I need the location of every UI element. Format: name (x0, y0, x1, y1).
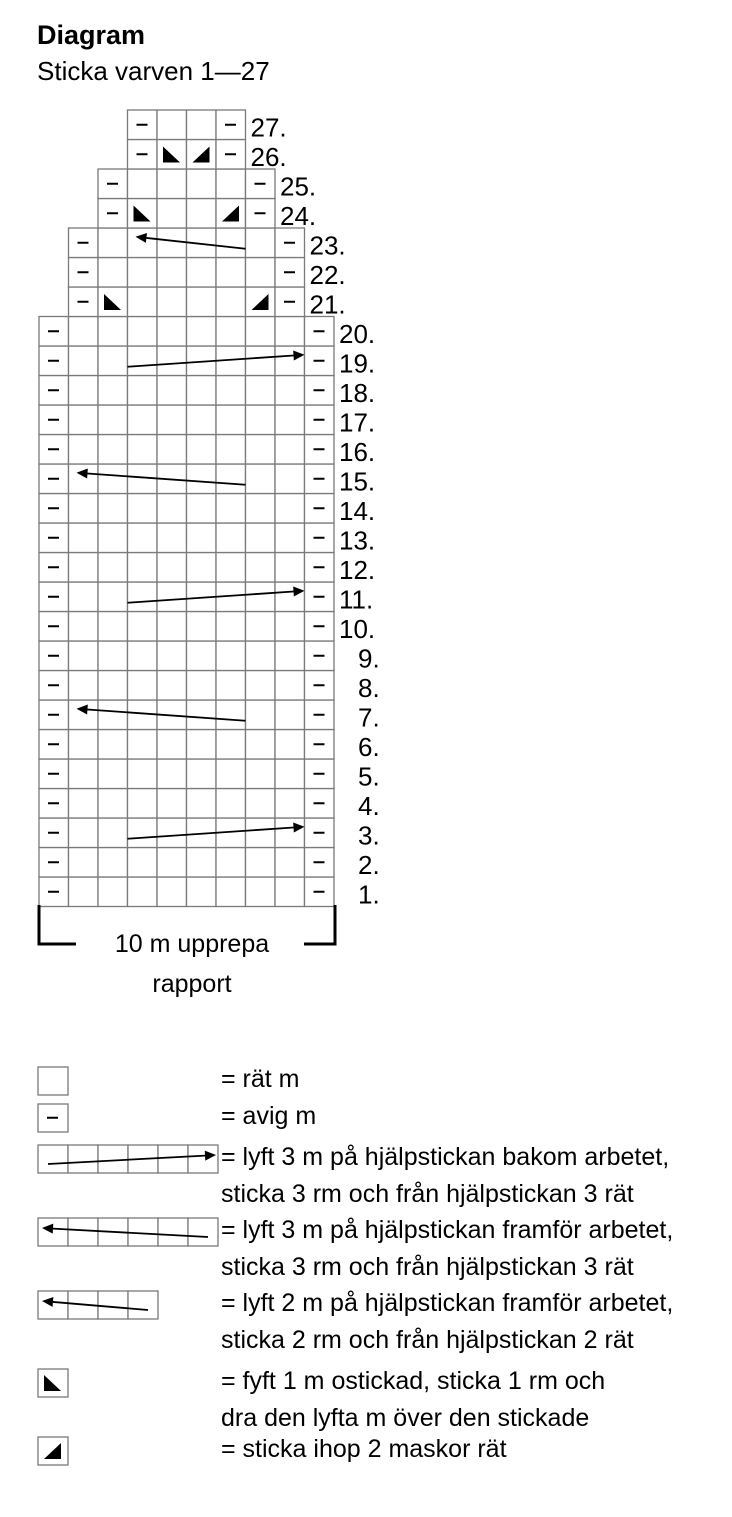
chart-cell (157, 818, 187, 848)
chart-cell (128, 582, 158, 612)
chart-cell (275, 700, 305, 730)
chart-cell (128, 376, 158, 406)
chart-cell (246, 789, 276, 819)
chart-cell (69, 848, 99, 878)
chart-cell (69, 730, 99, 760)
chart-grid (39, 110, 380, 910)
chart-cell (98, 346, 128, 376)
row-label: 9. (358, 643, 380, 674)
chart-cell (275, 346, 305, 376)
chart-cell (187, 700, 217, 730)
chart-cell (128, 258, 158, 288)
chart-cell (157, 405, 187, 435)
row-label: 25. (280, 171, 317, 202)
chart-cell (246, 818, 276, 848)
chart-cell (98, 612, 128, 642)
row-label: 8. (358, 673, 380, 703)
repeat-caption-line2: rapport (152, 970, 232, 998)
chart-cell (128, 612, 158, 642)
chart-cell (246, 464, 276, 494)
chart-cell (128, 818, 158, 848)
row-label: 2. (358, 850, 380, 880)
chart-cell (275, 376, 305, 406)
chart-cell (98, 494, 128, 524)
chart-cell (246, 317, 276, 347)
chart-cell (246, 848, 276, 878)
chart-cell (187, 464, 217, 494)
chart-cell (216, 435, 246, 465)
chart-cell (275, 818, 305, 848)
chart-cell (157, 582, 187, 612)
chart-cell (157, 523, 187, 553)
legend-text-purl: = avig m (221, 1102, 317, 1130)
chart-cell (128, 405, 158, 435)
chart-cell (98, 877, 128, 907)
row-label: 17. (339, 407, 376, 438)
chart-cell (128, 759, 158, 789)
chart-cell (275, 553, 305, 583)
chart-cell (187, 612, 217, 642)
chart-cell (69, 553, 99, 583)
legend-symbol-knit (38, 1067, 68, 1095)
diagram-subtitle: Sticka varven 1—27 (37, 56, 270, 86)
chart-cell (216, 612, 246, 642)
chart-cell (246, 641, 276, 671)
chart-cell (128, 199, 158, 229)
chart-cell (246, 346, 276, 376)
chart-cell (216, 317, 246, 347)
chart-cell (216, 494, 246, 524)
legend-text-cable-4-left-line2: sticka 2 rm och från hjälpstickan 2 rät (221, 1326, 634, 1354)
chart-cell (275, 405, 305, 435)
row-label: 10. (339, 614, 376, 644)
chart-cell (246, 730, 276, 760)
chart-cell (187, 877, 217, 907)
chart-cell (157, 759, 187, 789)
chart-cell (187, 730, 217, 760)
chart-cell (69, 700, 99, 730)
chart-cell (216, 376, 246, 406)
chart-cell (69, 435, 99, 465)
chart-cell (128, 494, 158, 524)
chart-cell (157, 169, 187, 199)
chart-cell (157, 258, 187, 288)
row-label: 14. (339, 496, 376, 526)
chart-cell (128, 848, 158, 878)
chart-cell (98, 759, 128, 789)
chart-cell (69, 346, 99, 376)
legend-symbol-cable-6-left (38, 1218, 218, 1246)
chart-cell (69, 405, 99, 435)
chart-cell (98, 287, 128, 317)
chart-cell (98, 553, 128, 583)
chart-cell (69, 789, 99, 819)
chart-cell (216, 258, 246, 288)
chart-cell (187, 671, 217, 701)
chart-cell (128, 317, 158, 347)
chart-cell (98, 376, 128, 406)
chart-cell (98, 228, 128, 258)
chart-cell (246, 258, 276, 288)
chart-cell (157, 848, 187, 878)
chart-cell (246, 494, 276, 524)
legend-symbol-cable-6-right (38, 1145, 218, 1173)
row-label: 1. (358, 879, 380, 910)
chart-cell (157, 376, 187, 406)
chart-cell (157, 110, 187, 140)
legend-text-cable-4-left: = lyft 2 m på hjälpstickan framför arbetet, (221, 1289, 674, 1317)
row-label: 19. (339, 348, 376, 379)
chart-cell (157, 435, 187, 465)
chart-cell (216, 199, 246, 229)
row-label: 6. (358, 732, 380, 762)
chart-cell (157, 346, 187, 376)
chart-cell (157, 671, 187, 701)
chart-cell (275, 523, 305, 553)
chart-cell (246, 671, 276, 701)
chart-cell (275, 730, 305, 760)
chart-cell (246, 582, 276, 612)
chart-cell (98, 641, 128, 671)
chart-cell (157, 494, 187, 524)
row-label: 18. (339, 378, 376, 408)
chart-cell (157, 553, 187, 583)
chart-cell (98, 523, 128, 553)
chart-cell (216, 759, 246, 789)
chart-cell (246, 612, 276, 642)
chart-cell (187, 376, 217, 406)
chart-cell (275, 435, 305, 465)
chart-cell (216, 789, 246, 819)
chart-cell (275, 759, 305, 789)
legend-text-cable-6-left: = lyft 3 m på hjälpstickan framför arbetet, (221, 1216, 674, 1244)
chart-cell (187, 199, 217, 229)
chart-cell (98, 435, 128, 465)
legend-symbol-cable-4-left (38, 1291, 158, 1319)
row-label: 24. (280, 201, 317, 231)
chart-cell (246, 376, 276, 406)
row-label: 23. (309, 230, 346, 261)
row-label: 3. (358, 820, 380, 851)
chart-cell (69, 877, 99, 907)
chart-cell (187, 553, 217, 583)
chart-cell (157, 612, 187, 642)
chart-cell (275, 789, 305, 819)
chart-cell (98, 582, 128, 612)
chart-cell (69, 494, 99, 524)
chart-cell (69, 818, 99, 848)
chart-cell (128, 671, 158, 701)
chart-cell (69, 376, 99, 406)
chart-cell (128, 641, 158, 671)
chart-cell (187, 848, 217, 878)
chart-cell (157, 789, 187, 819)
row-label: 22. (309, 260, 346, 290)
row-label: 26. (250, 142, 287, 172)
chart-cell (246, 228, 276, 258)
row-label: 15. (339, 466, 376, 497)
chart-cell (187, 789, 217, 819)
chart-cell (246, 877, 276, 907)
chart-cell (187, 523, 217, 553)
chart-cell (216, 848, 246, 878)
chart-cell (216, 877, 246, 907)
chart-cell (128, 523, 158, 553)
chart-cell (216, 671, 246, 701)
row-label: 4. (358, 791, 380, 821)
chart-cell (128, 877, 158, 907)
row-label: 7. (358, 702, 380, 733)
legend-text-skp-line2: dra den lyfta m över den stickade (221, 1404, 590, 1432)
row-label: 16. (339, 437, 376, 467)
chart-cell (275, 464, 305, 494)
chart-cell (98, 258, 128, 288)
chart-cell (216, 641, 246, 671)
chart-cell (128, 553, 158, 583)
legend-symbol-skp (38, 1369, 68, 1397)
chart-cell (216, 523, 246, 553)
chart-cell (98, 789, 128, 819)
chart-cell (128, 287, 158, 317)
chart-cell (98, 464, 128, 494)
chart-cell (69, 582, 99, 612)
chart-cell (275, 641, 305, 671)
chart-cell (98, 818, 128, 848)
chart-cell (187, 258, 217, 288)
chart-cell (275, 582, 305, 612)
chart-cell (216, 730, 246, 760)
legend-text-cable-6-right-line2: sticka 3 rm och från hjälpstickan 3 rät (221, 1180, 634, 1208)
chart-cell (128, 169, 158, 199)
chart-cell (246, 700, 276, 730)
chart-cell (246, 287, 276, 317)
chart-cell (187, 110, 217, 140)
chart-cell (216, 169, 246, 199)
chart-cell (216, 228, 246, 258)
chart-cell (216, 405, 246, 435)
row-label: 11. (339, 584, 374, 615)
chart-cell (187, 641, 217, 671)
chart-cell (128, 730, 158, 760)
chart-cell (246, 405, 276, 435)
chart-cell (187, 405, 217, 435)
chart-cell (216, 700, 246, 730)
chart-cell (157, 730, 187, 760)
chart-cell (69, 612, 99, 642)
chart-cell (187, 317, 217, 347)
chart-cell (187, 435, 217, 465)
chart-cell (69, 641, 99, 671)
chart-cell (69, 317, 99, 347)
chart-cell (157, 877, 187, 907)
chart-cell (98, 405, 128, 435)
chart-cell (69, 671, 99, 701)
chart-cell (246, 435, 276, 465)
chart-cell (128, 346, 158, 376)
chart-cell (98, 671, 128, 701)
chart-cell (157, 317, 187, 347)
legend-text-k2tog: = sticka ihop 2 maskor rät (221, 1435, 507, 1463)
row-label: 21. (309, 289, 346, 320)
row-label: 5. (358, 761, 380, 792)
chart-cell (157, 228, 187, 258)
repeat-caption-line1: 10 m upprepa (114, 930, 270, 958)
chart-cell (275, 494, 305, 524)
legend-text-skp: = fyft 1 m ostickad, sticka 1 rm och (221, 1367, 606, 1395)
legend-symbols (38, 1067, 218, 1465)
chart-cell (187, 169, 217, 199)
legend-symbol-k2tog (38, 1437, 68, 1465)
chart-cell (157, 140, 187, 170)
chart-cell (128, 435, 158, 465)
chart-cell (98, 700, 128, 730)
chart-cell (246, 523, 276, 553)
chart-cell (187, 140, 217, 170)
chart-cell (187, 287, 217, 317)
chart-cell (246, 553, 276, 583)
chart-cell (187, 494, 217, 524)
chart-cell (69, 464, 99, 494)
legend-text-cable-6-right: = lyft 3 m på hjälpstickan bakom arbetet, (221, 1143, 670, 1171)
row-label: 27. (250, 112, 287, 143)
chart-cell (157, 199, 187, 229)
legend-symbol-purl (38, 1104, 68, 1132)
chart-cell (128, 228, 158, 258)
row-label: 12. (339, 555, 376, 585)
chart-cell (187, 759, 217, 789)
row-label: 20. (339, 319, 376, 349)
chart-cell (69, 523, 99, 553)
chart-cell (216, 553, 246, 583)
chart-cell (98, 730, 128, 760)
chart-cell (275, 877, 305, 907)
legend-text-cable-6-left-line2: sticka 3 rm och från hjälpstickan 3 rät (221, 1253, 634, 1281)
chart-cell (128, 789, 158, 819)
legend-text-knit: = rät m (221, 1065, 300, 1093)
chart-cell (275, 671, 305, 701)
chart-cell (69, 759, 99, 789)
chart-cell (98, 848, 128, 878)
diagram-title: Diagram (37, 20, 146, 50)
chart-cell (98, 317, 128, 347)
chart-cell (216, 287, 246, 317)
chart-cell (275, 612, 305, 642)
chart-cell (246, 759, 276, 789)
chart-cell (275, 848, 305, 878)
chart-cell (157, 641, 187, 671)
row-label: 13. (339, 525, 376, 556)
chart-cell (275, 317, 305, 347)
chart-cell (157, 287, 187, 317)
chart-cell (216, 464, 246, 494)
